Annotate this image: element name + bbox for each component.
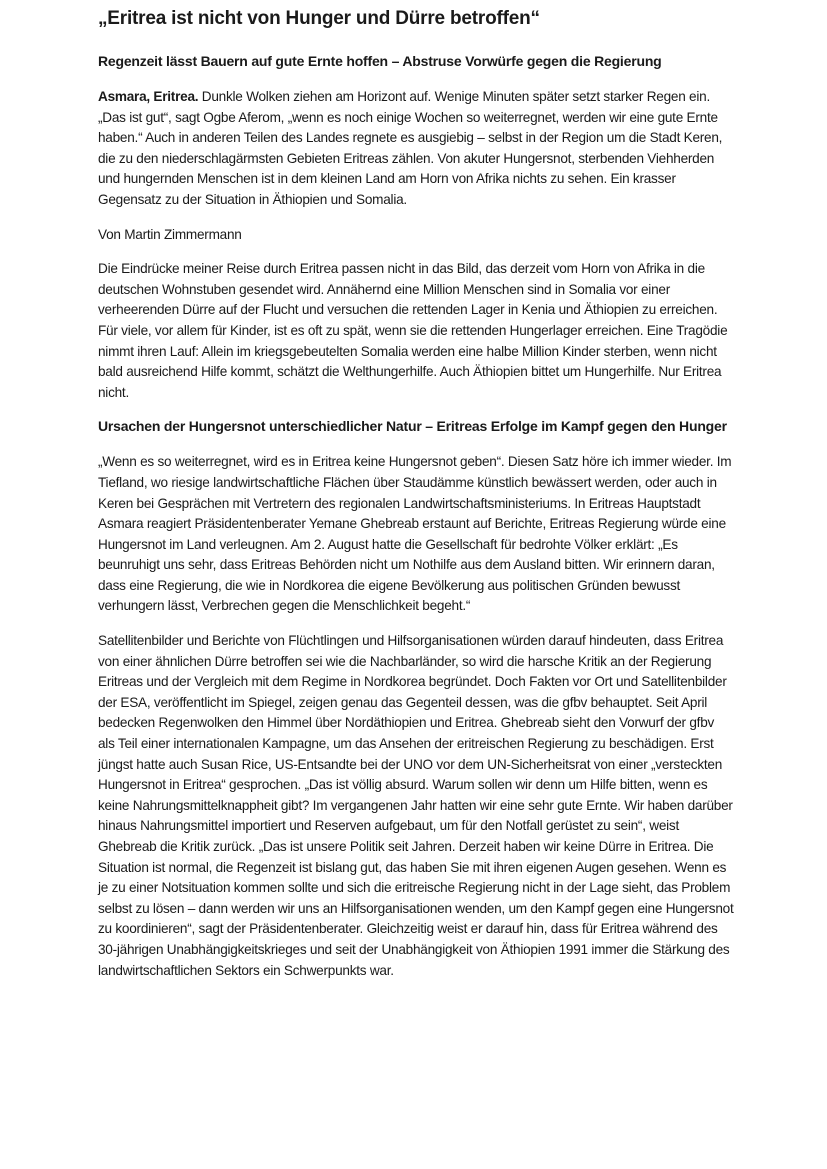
lead-paragraph: [98, 87, 734, 211]
body-paragraph-2: „Wenn es so weiterregnet, wird es in Eritrea keine Hungersnot geben“. Diesen Satz höre ich immer wieder. Im Tiefland, wo riesige landwirtschaftliche Flächen über Staudämme künstlich bewässert werden, oder auch in Keren bei Gesprächen mit Vertretern des regionalen Landwirtschaftsministeriums. In Eritreas Hauptstadt Asmara reagiert Präsidentenberater Yemane Ghebreab erstaunt auf Berichte, Eritreas Regierung würde eine Hungersnot im Land verleugnen. Am 2. August hatte die Gesellschaft für bedrohte Völker erklärt: „Es beunruhigt uns sehr, dass Eritreas Behörden nicht um Nothilfe aus dem Ausland bitten. Wir erinnern daran, dass eine Regierung, die wie in Nordkorea die eigene Bevölkerung aus politischen Gründen bewusst verhungern lässt, Verbrechen gegen die Menschlichkeit begeht.“: [98, 454, 732, 614]
body-paragraph-1: Die Eindrücke meiner Reise durch Eritrea passen nicht in das Bild, das derzeit vom Horn von Afrika in die deutschen Wohnstuben gesendet wird. Annähernd eine Million Menschen sind in Somalia vor einer verheerenden Dürre auf der Flucht und versuchen die rettenden Lager in Kenia und Äthiopien zu erreichen. Für viele, vor allem für Kinder, ist es oft zu spät, wenn sie die rettenden Hungerlager erreichen. Eine Tragödie nimmt ihren Lauf: Allein im kriegsgebeutelten Somalia werden eine halbe Million Kinder sterben, wenn nicht bald ausreichend Hilfe kommt, schätzt die Welthungerhilfe. Auch Äthiopien bittet um Hungerhilfe. Nur Eritrea nicht.: [98, 261, 728, 400]
dateline: Asmara, Eritrea.: [98, 89, 199, 104]
article: [98, 8, 734, 995]
article-title: „Eritrea ist nicht von Hunger und Dürre betroffen“: [98, 8, 540, 29]
body-paragraph-3: Satellitenbilder und Berichte von Flüchtlingen und Hilfsorganisationen würden darauf hindeuten, dass Eritrea von einer ähnlichen Dürre betroffen sei wie die Nachbarländer, so wird die harsche Kritik an der Regierung Eritreas und der Vergleich mit dem Regime in Nordkorea begründet. Doch Fakten vor Ort und Satellitenbilder der ESA, veröffentlicht im Spiegel, zeigen genau das Gegenteil dessen, was die gfbv behauptet. Seit April bedecken Regenwolken den Himmel über Nordäthiopien und Eritrea. Ghebreab sieht den Vorwurf der gfbv als Teil einer internationalen Kampagne, um das Ansehen der eritreischen Regierung zu beschädigen. Erst jüngst hatte auch Susan Rice, US-Entsandte bei der UNO vor dem UN-Sicherheitsrat von einer „versteckten Hungersnot in Eritrea“ gesprochen. „Das ist völlig absurd. Warum sollen wir denn um Hilfe bitten, wenn es keine Nahrungsmittelknappheit gibt? Im vergangenen Jahr hatten wir eine sehr gute Ernte. Wir haben darüber hinaus Nahrungsmittel importiert und Reserven aufgebaut, um für den Notfall gerüstet zu sein“, weist Ghebreab die Kritik zurück. „Das ist unsere Politik seit Jahren. Derzeit haben wir keine Dürre in Eritrea. Die Situation ist normal, die Regenzeit ist bislang gut, das haben Sie mit ihren eigenen Augen gesehen. Wenn es je zu einer Notsituation kommen sollte und sich die eritreische Regierung nicht in der Lage sieht, das Problem selbst zu lösen – dann werden wir uns an Hilfsorganisationen wenden, um den Kampf gegen eine Hungersnot zu koordinieren“, sagt der Präsidentenberater. Gleichzeitig weist er darauf hin, dass für Eritrea während des 30-jährigen Unabhängigkeitskrieges und seit der Unabhängigkeit von Äthiopien 1991 immer die Stärkung des landwirtschaftlichen Sektors ein Schwerpunkts war.: [98, 633, 734, 978]
article-subtitle: Regenzeit lässt Bauern auf gute Ernte hoffen – Abstruse Vorwürfe gegen die Regierung: [98, 53, 662, 69]
byline: Von Martin Zimmermann: [98, 226, 242, 242]
lead-text: Dunkle Wolken ziehen am Horizont auf. Wenige Minuten später setzt starker Regen ein. „Das ist gut“, sagt Ogbe Aferom, „wenn es noch einige Wochen so weiterregnet, werden wir eine gute Ernte haben.“ Auch in anderen Teilen des Landes regnete es ausgiebig – selbst in der Region um die Stadt Keren, die zu den niederschlagärmsten Gebieten Eritreas zählen. Von akuter Hungersnot, sterbenden Viehherden und hungernden Menschen ist in dem kleinen Land am Horn von Afrika nichts zu sehen. Ein krasser Gegensatz zu der Situation in Äthiopien und Somalia.: [98, 89, 723, 207]
section-heading: Ursachen der Hungersnot unterschiedlicher Natur – Eritreas Erfolge im Kampf gegen den Hunger: [98, 418, 727, 435]
